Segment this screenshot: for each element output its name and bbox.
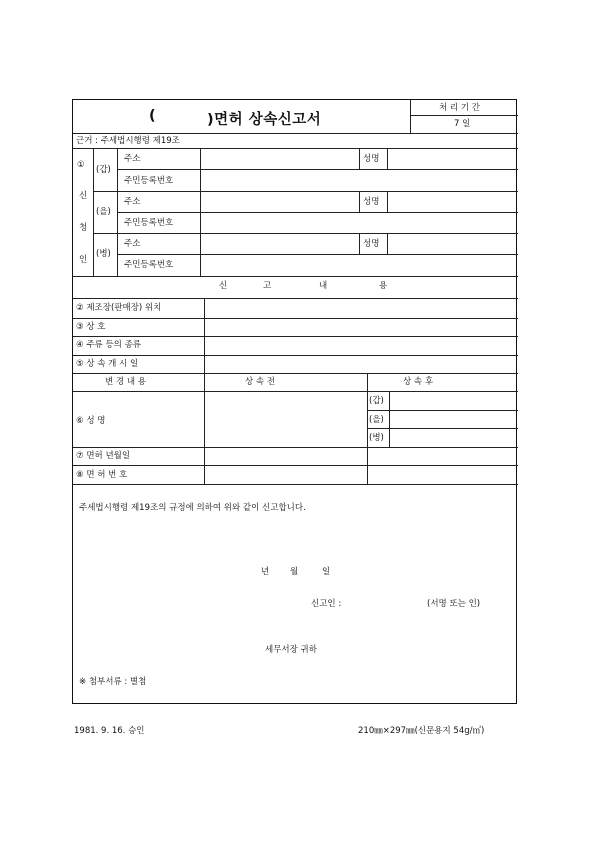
attachment-note: ※ 첨부서류 : 별첨 [79, 677, 147, 687]
declaration-text: 주세법시행령 제19조의 규정에 의하여 위와 같이 신고합니다. [79, 503, 306, 513]
reporter-label: 신고인 : [311, 599, 342, 609]
form-title: )면허 상속신고서 [207, 112, 322, 128]
party-byeong-name-label: 성명 [363, 239, 380, 249]
change-header-after: 상 속 후 [403, 377, 434, 387]
after-party-byeong: (병) [369, 433, 384, 443]
party-gap-label: (갑) [96, 165, 111, 175]
applicant-number: ① [77, 160, 85, 170]
report-header-4: 용 [379, 281, 388, 291]
processing-divider [410, 115, 518, 116]
row-license-date-label: ⑦ 면허 년월일 [76, 451, 131, 461]
party-eul-id-label: 주민등록번호 [124, 218, 174, 228]
after-party-eul: (을) [369, 415, 384, 425]
row-liquor-type-label: ④ 주류 등의 종류 [76, 340, 141, 350]
report-header-3: 내 [319, 281, 328, 291]
paper-spec: 210㎜×297㎜(신문용지 54g/㎡) [358, 726, 485, 736]
party-gap-name-label: 성명 [363, 154, 380, 164]
row-business-name-label: ③ 상 호 [76, 322, 106, 332]
after-party-gap: (갑) [369, 396, 384, 406]
report-header-1: 신 [219, 281, 228, 291]
party-gap-address-label: 주소 [124, 154, 141, 164]
signature-label: (서명 또는 인) [427, 599, 481, 609]
processing-value: 7 일 [454, 119, 471, 129]
processing-label: 처 리 기 간 [439, 103, 480, 113]
date-day-label: 일 [322, 567, 331, 577]
report-header-2: 고 [263, 281, 272, 291]
applicant-label-2: 청 [79, 223, 88, 233]
party-eul-name-label: 성명 [363, 197, 380, 207]
form-title-open: ( [149, 108, 157, 124]
applicant-label-1: 신 [79, 191, 88, 201]
date-year-label: 년 [261, 567, 270, 577]
change-header-item: 변 경 내 용 [105, 377, 146, 387]
row-location-label: ② 제조장(판매장) 위치 [76, 303, 162, 313]
date-month-label: 월 [290, 567, 299, 577]
approval-date: 1981. 9. 16. 승인 [74, 726, 145, 736]
row-inheritance-date-label: ⑤ 상 속 개 시 일 [76, 359, 139, 369]
party-eul-label: (을) [96, 207, 111, 217]
addressee: 세무서장 귀하 [265, 645, 317, 655]
party-byeong-address-label: 주소 [124, 239, 141, 249]
row-license-number-label: ⑧ 면 허 번 호 [76, 470, 128, 480]
party-gap-id-label: 주민등록번호 [124, 176, 174, 186]
legal-basis: 근거 : 주세법시행령 제19조 [76, 136, 180, 146]
change-header-before: 상 속 전 [245, 377, 276, 387]
row-name-label: ⑥ 성 명 [76, 416, 106, 426]
title-divider [410, 100, 411, 133]
party-eul-address-label: 주소 [124, 197, 141, 207]
party-byeong-label: (병) [96, 249, 111, 259]
applicant-label-3: 인 [79, 255, 88, 265]
form-frame [72, 99, 517, 704]
party-byeong-id-label: 주민등록번호 [124, 260, 174, 270]
